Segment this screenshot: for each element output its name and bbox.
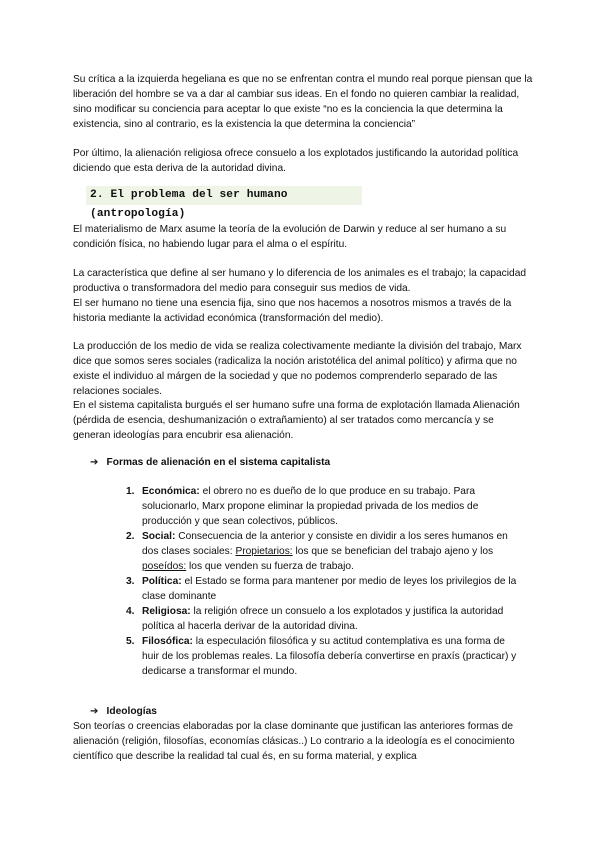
forms-subheading: [90, 455, 330, 470]
section2-paragraph-3: El ser humano no tiene una esencia fija, sino que nos hacemos a nosotros mismos a través de la historia mediante la actividad económica (transformación del medio).: [73, 298, 512, 324]
ideologies-title: Ideologías: [106, 706, 157, 717]
list-item: 4. Religiosa: la religión ofrece un consuelo a los explotados y justifica la autoridad política al hacerla derivar de la autoridad divina.: [126, 606, 504, 632]
arrow-right-icon: ➔: [90, 706, 99, 717]
list-item: 5. Filosófica: la especulación filosófica y su actitud contemplativa es una forma de huir de los problemas reales. La filosofía debería convertirse en praxís (practicar) y dedicarse a transformar el mundo.: [126, 636, 517, 677]
list-item-term: Social:: [142, 531, 176, 542]
section2-paragraph-5: En el sistema capitalista burgués el ser humano sufre una forma de explotación llamada Alienación (pérdida de esencia, deshumanización o extrañamiento) al ser tratados como mercancía y se generan ideologías para encubrir esa alienación.: [73, 400, 520, 441]
intro-paragraph-2: Por último, la alienación religiosa ofrece consuelo a los explotados justificando la autoridad política diciendo que esta deriva de la autoridad divina.: [73, 148, 519, 174]
list-item-term: Religiosa:: [142, 606, 191, 617]
section2-paragraph-2: La característica que define al ser humano y lo diferencia de los animales es el trabajo; la capacidad productiva o transformadora del medio para conseguir sus medios de vida.: [73, 268, 527, 294]
list-item-term: Filosófica:: [142, 636, 193, 647]
intro-paragraph-1: Su crítica a la izquierda hegeliana es que no se enfrentan contra el mundo real porque piensan que la liberación del hombre se va a dar al cambiar sus ideas. En el fondo no quieren cambiar la realidad, sino modificar su conciencia para aceptar lo que existe “no es la conciencia la que determina la existencia, sino al contrario, es la existencia la que determina la conciencia”: [73, 74, 533, 130]
list-item: 3. Política: el Estado se forma para mantener por medio de leyes los privilegios de la clase dominante: [126, 576, 517, 602]
list-item: 2. Social: Consecuencia de la anterior y consiste en dividir a los seres humanos en dos clases sociales: Propietarios: los que se benefician del trabajo ajeno y los poseídos: los que venden su fuerza de trabajo.: [126, 531, 508, 572]
alienation-forms-list: [126, 484, 518, 679]
underlined-term: Propietarios:: [235, 546, 293, 557]
list-item-term: Política:: [142, 576, 182, 587]
list-item-text: la especulación filosófica y su actitud contemplativa es una forma de huir de los problemas reales. La filosofía debería convertirse en praxís (practicar) y dedicarse a transformar el mundo.: [142, 636, 517, 677]
list-item-term: Económica:: [142, 486, 200, 497]
section2-paragraph-4: La producción de los medio de vida se realiza colectivamente mediante la división del trabajo, Marx dice que somos seres sociales (radicaliza la noción aristotélica del animal político) y afirma que no existe el individuo al márgen de la sociedad y que no podemos comprenderlo separado de las relaciones sociales.: [73, 341, 522, 397]
ideologies-paragraph: Son teorías o creencias elaboradas por la clase dominante que justifican las anteriores formas de alienación (religión, filosofías, economías clásicas..) Lo contrario a la ideología es el conocimiento científico que describe la realidad tal cual és, en su forma material, y explica: [73, 721, 515, 762]
list-item: 1. Económica: el obrero no es dueño de lo que produce en su trabajo. Para solucionarlo, Marx propone eliminar la propiedad privada de los medios de producción y que sean colectivos, públicos.: [126, 486, 479, 527]
ideologies-subheading: [90, 704, 157, 719]
section2-paragraph-1: El materialismo de Marx asume la teoría de la evolución de Darwin y reduce al ser humano a su condición física, no habiendo lugar para el alma o el espíritu.: [73, 224, 507, 250]
list-item-text: el obrero no es dueño de lo que produce en su trabajo. Para solucionarlo, Marx propone eliminar la propiedad privada de los medios de producción y que sean colectivos, públicos.: [142, 486, 479, 527]
list-item-text: la religión ofrece un consuelo a los explotados y justifica la autoridad política al hacerla derivar de la autoridad divina.: [142, 606, 504, 632]
list-item-text: el Estado se forma para mantener por medio de leyes los privilegios de la clase dominante: [142, 576, 517, 602]
arrow-right-icon: ➔: [90, 457, 99, 468]
forms-title: Formas de alienación en el sistema capitalista: [106, 457, 331, 468]
underlined-term: poseídos:: [142, 561, 187, 572]
section-heading: 2. El problema del ser humano (antropología): [86, 186, 362, 205]
